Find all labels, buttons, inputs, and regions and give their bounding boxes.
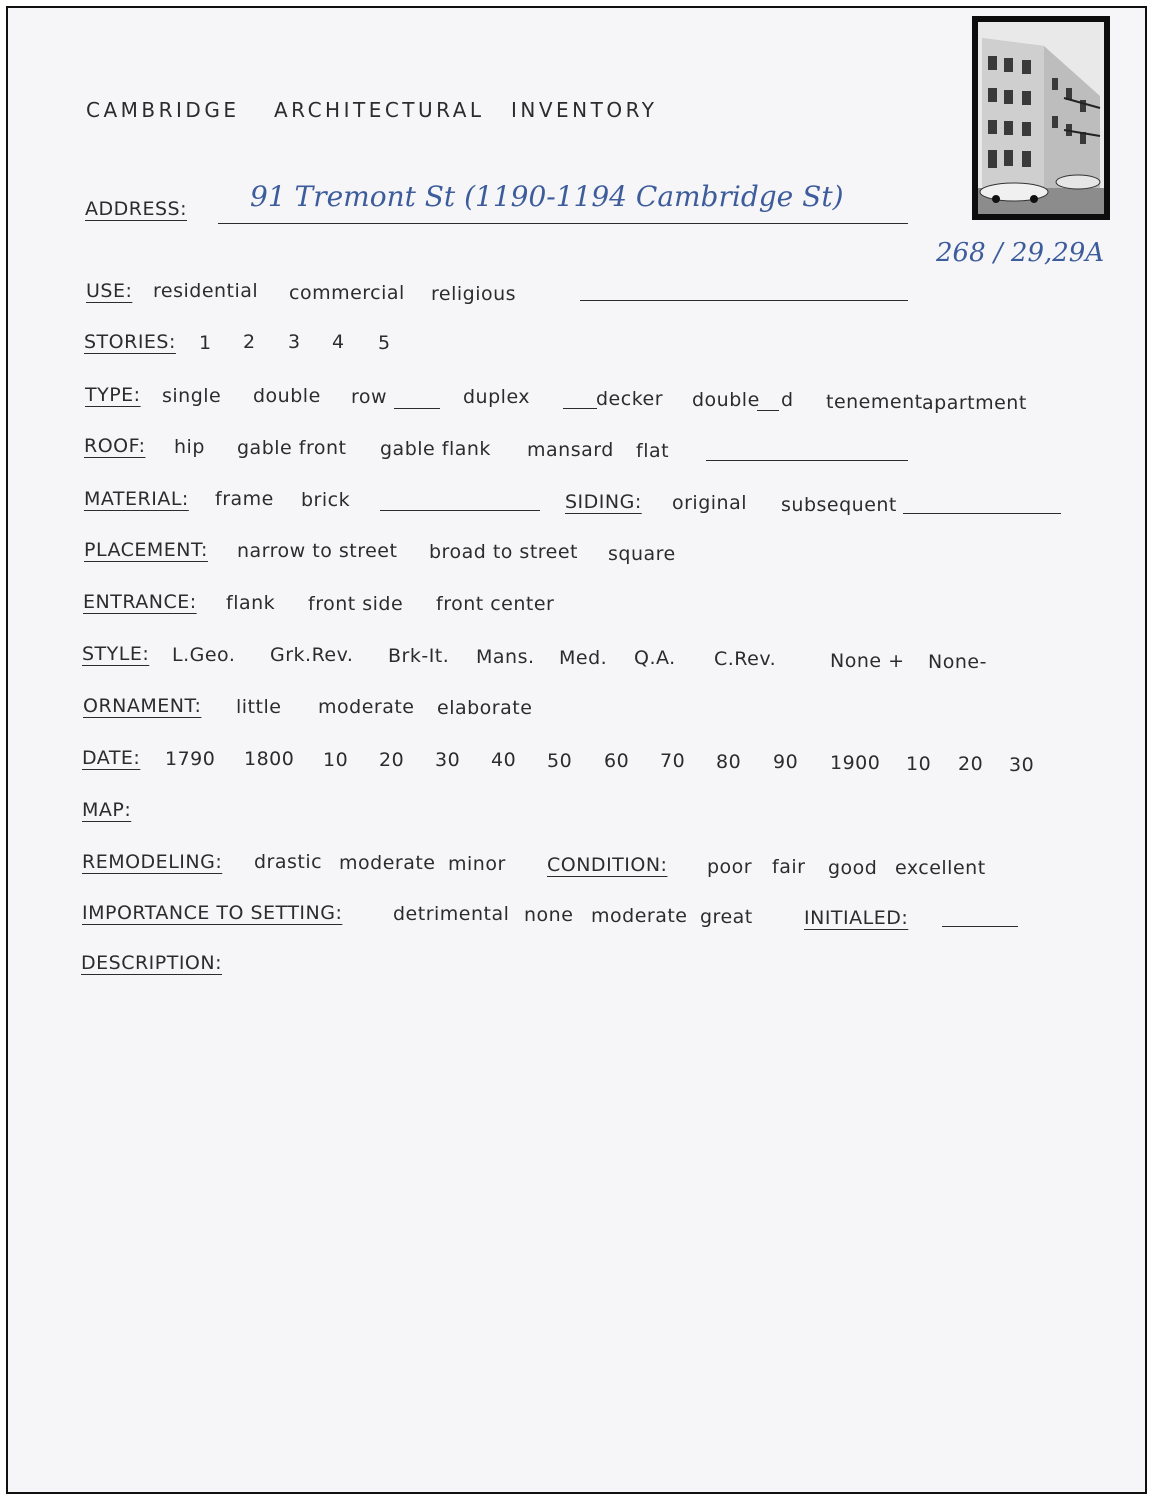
style-option: Med.	[559, 647, 608, 669]
placement-label: PLACEMENT:	[84, 539, 208, 561]
type-label: TYPE:	[85, 384, 141, 406]
importance-option: detrimental	[393, 903, 510, 925]
style-label: STYLE:	[82, 643, 150, 665]
title-word-1: CAMBRIDGE	[86, 98, 240, 122]
date-option: 60	[604, 750, 630, 772]
type-option: row	[351, 386, 388, 408]
title-word-2: ARCHITECTURAL	[274, 98, 485, 122]
stories-option: 3	[288, 331, 301, 353]
type-option: decker	[596, 388, 664, 410]
type-option: single	[162, 385, 222, 407]
date-option: 30	[1009, 754, 1035, 776]
date-option: 80	[716, 751, 742, 773]
description-label: DESCRIPTION:	[81, 952, 223, 974]
style-option: L.Geo.	[172, 644, 236, 666]
importance-option: moderate	[591, 905, 688, 927]
style-option: Brk-It.	[388, 645, 450, 667]
style-option: Q.A.	[634, 647, 676, 669]
remodeling-label: REMODELING:	[82, 851, 223, 873]
initialed-line	[942, 926, 1018, 927]
condition-option: fair	[772, 856, 806, 878]
material-option: brick	[301, 489, 351, 511]
date-option: 70	[660, 750, 686, 772]
type-option: double	[253, 385, 321, 407]
use-option: religious	[431, 283, 517, 305]
building-photo	[972, 16, 1110, 220]
roof-option: hip	[174, 436, 205, 458]
date-option: 20	[958, 753, 984, 775]
material-label: MATERIAL:	[84, 488, 189, 510]
ornament-option: elaborate	[437, 697, 533, 719]
placement-option: narrow to street	[237, 540, 398, 562]
roof-option: gable front	[237, 437, 347, 459]
entrance-label: ENTRANCE:	[83, 591, 197, 613]
roof-option: mansard	[527, 439, 614, 461]
date-option: 40	[491, 749, 517, 771]
date-option: 1790	[165, 748, 216, 770]
map-label: MAP:	[82, 799, 132, 821]
use-other-line	[580, 300, 908, 301]
condition-option: good	[828, 857, 878, 879]
roof-other-line	[706, 460, 908, 461]
entrance-option: front side	[308, 593, 404, 615]
use-option: commercial	[289, 282, 405, 304]
importance-option: great	[700, 906, 753, 928]
inventory-form	[6, 6, 1147, 1494]
roof-label: ROOF:	[84, 435, 146, 457]
siding-other-line	[903, 513, 1061, 514]
siding-label: SIDING:	[565, 491, 642, 513]
remodeling-option: moderate	[339, 852, 436, 874]
entrance-option: flank	[226, 592, 276, 614]
type-option: apartment	[922, 392, 1027, 414]
style-option: C.Rev.	[714, 648, 777, 670]
title-word-3: INVENTORY	[511, 98, 658, 122]
entrance-option: front center	[436, 593, 555, 615]
type-row-blank	[394, 408, 440, 409]
type-double-blank	[757, 410, 779, 411]
stories-option: 1	[199, 332, 212, 354]
stories-label: STORIES:	[84, 331, 176, 353]
type-decker-blank	[563, 408, 597, 409]
date-option: 20	[379, 749, 405, 771]
type-option: duplex	[463, 386, 531, 408]
placement-option: broad to street	[429, 541, 579, 563]
importance-option: none	[524, 904, 574, 926]
address-line	[218, 223, 908, 224]
type-option: double	[692, 389, 760, 411]
material-other-line	[380, 510, 540, 511]
building-photo-image	[974, 18, 1108, 218]
remodeling-option: drastic	[254, 851, 323, 873]
date-option: 50	[547, 750, 573, 772]
date-option: 1900	[830, 752, 881, 774]
condition-option: poor	[707, 856, 753, 878]
date-option: 10	[906, 753, 932, 775]
initialed-label: INITIALED:	[804, 907, 909, 929]
use-label: USE:	[86, 280, 133, 302]
siding-option: subsequent	[781, 494, 897, 516]
remodeling-option: minor	[448, 853, 506, 875]
style-option: Grk.Rev.	[270, 644, 354, 666]
date-option: 30	[435, 749, 461, 771]
type-option: d	[781, 389, 794, 411]
date-option: 90	[773, 751, 799, 773]
date-label: DATE:	[82, 747, 141, 769]
stories-option: 4	[332, 331, 345, 353]
condition-option: excellent	[895, 857, 986, 879]
date-option: 10	[323, 749, 349, 771]
placement-option: square	[608, 543, 676, 565]
address-handwritten: 91 Tremont St (1190-1194 Cambridge St)	[250, 180, 844, 213]
ornament-label: ORNAMENT:	[83, 695, 202, 717]
use-option: residential	[153, 280, 259, 302]
type-option: tenement	[826, 391, 923, 413]
address-ref-handwritten: 268 / 29,29A	[936, 238, 1105, 268]
roof-option: gable flank	[380, 438, 491, 460]
condition-label: CONDITION:	[547, 854, 668, 876]
roof-option: flat	[636, 440, 670, 462]
importance-label: IMPORTANCE TO SETTING:	[82, 902, 343, 924]
style-option: Mans.	[476, 646, 535, 668]
style-option: None-	[928, 651, 987, 673]
ornament-option: moderate	[318, 696, 415, 718]
address-label: ADDRESS:	[85, 198, 187, 220]
ornament-option: little	[236, 696, 282, 718]
material-option: frame	[215, 488, 274, 510]
stories-option: 5	[378, 332, 391, 354]
style-option: None +	[830, 650, 905, 672]
date-option: 1800	[244, 748, 295, 770]
stories-option: 2	[243, 331, 256, 353]
siding-option: original	[672, 492, 748, 514]
